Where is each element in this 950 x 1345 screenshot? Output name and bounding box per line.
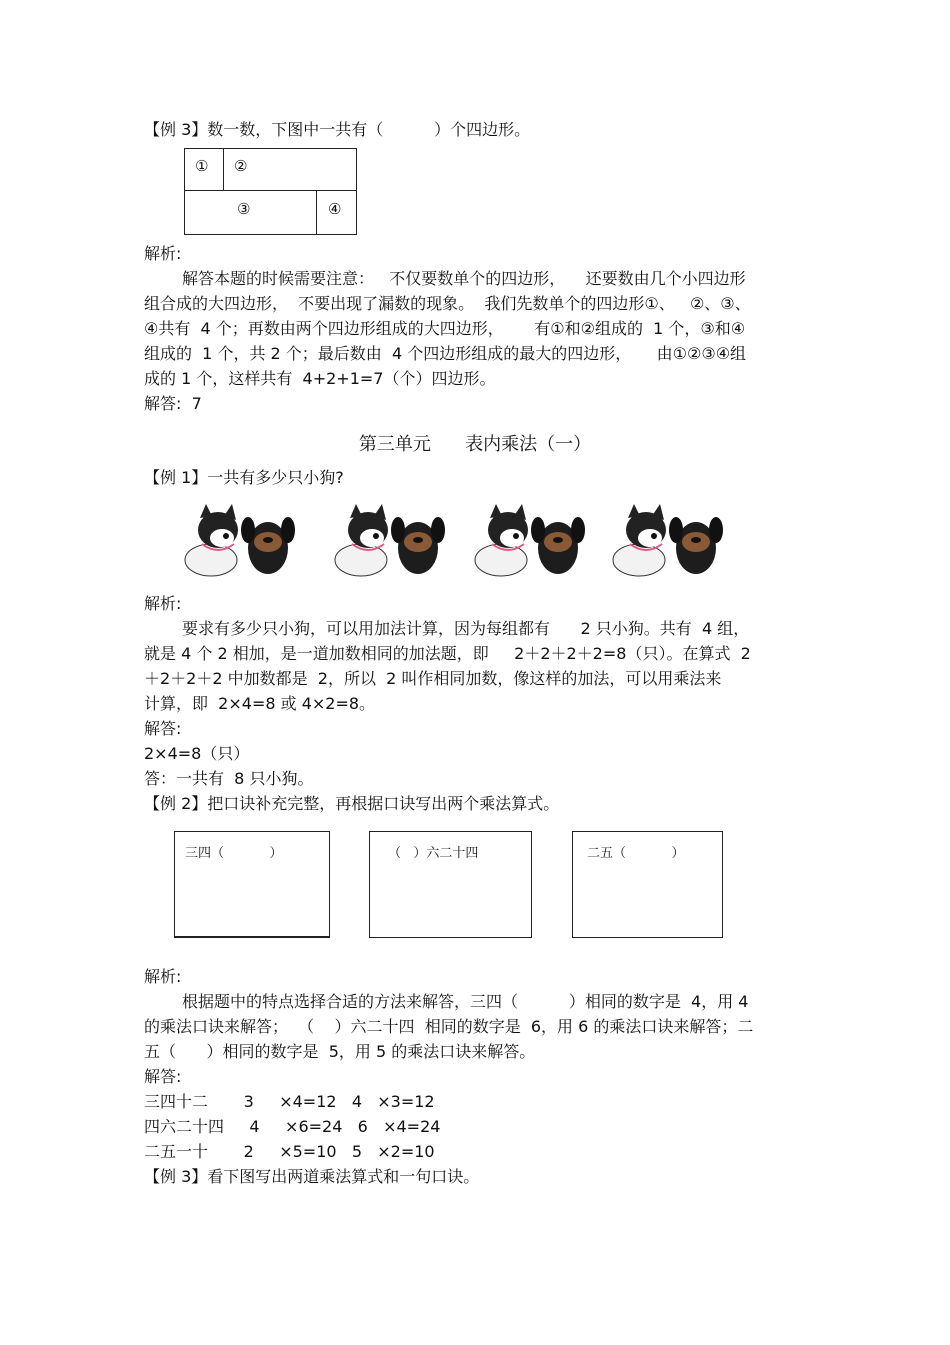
ex1-answer-line: 2×4=8（只） (144, 744, 250, 763)
dog-group (185, 504, 723, 576)
formula-box-1 (174, 831, 330, 938)
ex2-answer-line: 二五一十 2 ×5=10 5 ×2=10 (144, 1142, 435, 1161)
ex3-prev-analysis-line: 成的 1 个，这样共有 4+2+1=7（个）四边形。 (144, 369, 496, 388)
ex2-analysis-line: 五（ ）相同的数字是 5，用 5 的乘法口诀来解答。 (144, 1042, 536, 1061)
ex3-prev-analysis-label: 解析: (144, 244, 182, 263)
dogs-illustration (176, 500, 736, 582)
ex3-question: 【例 3】看下图写出两道乘法算式和一句口诀。 (144, 1167, 480, 1186)
ex1-analysis-line: 就是 4 个 2 相加，是一道加数相同的加法题，即 2＋2＋2＋2=8（只）。在算式 2 (144, 644, 751, 663)
formula-box-text: （ ）六二十四 (388, 846, 479, 861)
figure-label-4: ④ (328, 200, 342, 218)
ex2-answer-label: 解答: (144, 1067, 182, 1086)
ex2-analysis-line: 根据题中的特点选择合适的方法来解答，三四（ ）相同的数字是 4，用 4 (182, 992, 749, 1011)
ex2-question: 【例 2】把口诀补充完整，再根据口诀写出两个乘法算式。 (144, 794, 560, 813)
ex1-answer-line: 答：一共有 8 只小狗。 (144, 769, 314, 788)
formula-box-text: 三四（ ） (185, 846, 283, 861)
figure-cell-4-divider (316, 190, 317, 235)
ex1-analysis-label: 解析: (144, 594, 182, 613)
ex1-analysis-line: 计算，即 2×4=8 或 4×2=8。 (144, 694, 376, 713)
formula-box-text: 二五（ ） (587, 846, 685, 861)
ex3-prev-analysis-line: 解答本题的时候需要注意： 不仅要数单个的四边形， 还要数由几个小四边形 (182, 269, 746, 288)
ex2-analysis-label: 解析: (144, 967, 182, 986)
ex2-answer-line: 三四十二 3 ×4=12 4 ×3=12 (144, 1092, 435, 1111)
ex1-answer-label: 解答: (144, 719, 182, 738)
ex3-prev-answer: 解答: 7 (144, 394, 202, 413)
figure-label-2: ② (234, 157, 248, 175)
ex2-answer-line: 四六二十四 4 ×6=24 6 ×4=24 (144, 1117, 441, 1136)
ex3-prev-analysis-line: 组合成的大四边形， 不要出现了漏数的现象。 我们先数单个的四边形①、 ②、③、 (144, 294, 751, 313)
ex1-analysis-line: 要求有多少只小狗，可以用加法计算，因为每组都有 2 只小狗。共有 4 组， (182, 619, 750, 638)
figure-divider (184, 190, 357, 191)
ex1-analysis-line: ＋2＋2＋2 中加数都是 2，所以 2 叫作相同加数，像这样的加法，可以用乘法来 (144, 669, 722, 688)
ex3-prev-analysis-line: 组成的 1 个，共 2 个；最后数由 4 个四边形组成的最大的四边形， 由①②③④组 (144, 344, 747, 363)
formula-box-3 (572, 831, 723, 938)
ex3-prev-analysis-line: ④共有 4 个；再数由两个四边形组成的大四边形， 有①和②组成的 1 个，③和④ (144, 319, 746, 338)
ex1-question: 【例 1】一共有多少只小狗? (144, 468, 344, 487)
ex2-analysis-line: 的乘法口诀来解答； （ ）六二十四 相同的数字是 6，用 6 的乘法口诀来解答；二 (144, 1017, 754, 1036)
unit-title: 第三单元 表内乘法（一） (358, 434, 592, 455)
formula-box-2 (369, 831, 532, 938)
ex3-prev-question: 【例 3】数一数，下图中一共有（ ）个四边形。 (144, 120, 531, 139)
figure-label-1: ① (195, 157, 209, 175)
figure-label-3: ③ (237, 200, 251, 218)
